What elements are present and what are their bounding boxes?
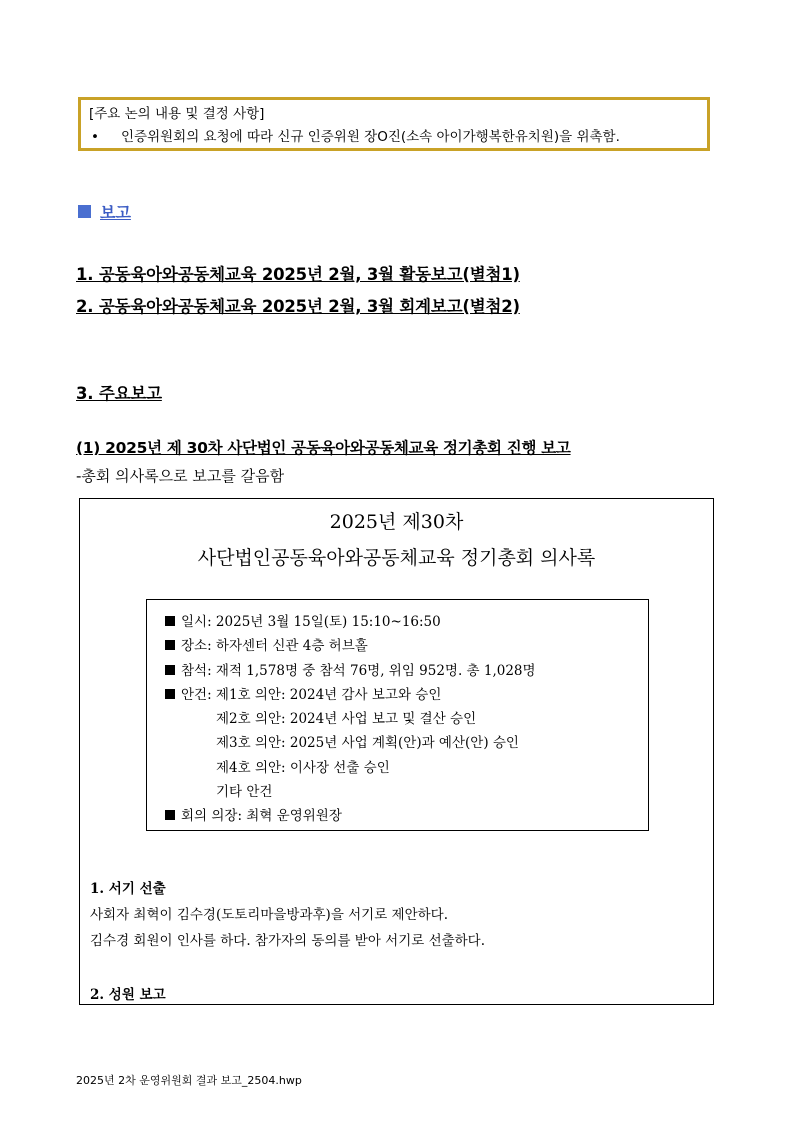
summary-attendance: 참석: 재적 1,578명 중 참석 76명, 위임 952명. 총 1,028명 [165, 659, 648, 683]
footer-filename: 2025년 2차 운영위원회 결과 보고_2504.hwp [76, 1074, 302, 1087]
summary-agenda: 안건: 제1호 의안: 2024년 감사 보고와 승인 [165, 683, 648, 707]
summary-agenda-item: 제3호 의안: 2025년 사업 계획(안)과 예산(안) 승인 [216, 735, 519, 752]
summary-agenda-item: 기타 안건 [216, 784, 273, 801]
summary-place: 장소: 하자센터 신관 4층 허브홀 [165, 634, 648, 658]
secretary-election-title: 1. 서기 선출 [90, 881, 166, 897]
decision-item [89, 126, 699, 149]
square-bullet-icon [78, 205, 91, 218]
minutes-title-line-2: 사단법인공동육아와공동체교육 정기총회 의사록 [197, 547, 596, 569]
decision-item-text: 인증위원회의 요청에 따라 신규 인증위원 장O진(소속 아이가행복한유치원)을 위촉함. [121, 129, 620, 145]
general-meeting-report-heading: (1) 2025년 제 30차 사단법인 공동육아와공동체교육 정기총회 진행 보고 [76, 439, 571, 457]
main-report-heading: 3. 주요보고 [76, 384, 162, 403]
report-heading-text: 보고 [100, 203, 131, 222]
summary-agenda-item: 제4호 의안: 이사장 선출 승인 [216, 759, 390, 776]
general-meeting-report-note: -총회 의사록으로 보고를 갈음함 [76, 467, 285, 485]
minutes-frame [79, 498, 714, 1005]
accounting-report-heading: 2. 공동육아와공동체교육 2025년 2월, 3월 회계보고(별첨2) [76, 297, 520, 316]
decision-box [78, 97, 710, 151]
secretary-election-line: 사회자 최혁이 김수경(도토리마을방과후)을 서기로 제안하다. [90, 907, 449, 923]
secretary-election-line: 김수경 회원이 인사를 하다. 참가자의 동의를 받아 서기로 선출하다. [90, 933, 486, 949]
minutes-title-line-1: 2025년 제30차 [329, 511, 464, 533]
square-bullet-icon [165, 810, 175, 820]
quorum-report-title: 2. 성원 보고 [90, 987, 166, 1003]
decision-heading: [주요 논의 내용 및 결정 사항] [89, 106, 265, 122]
square-bullet-icon [165, 616, 175, 626]
summary-chair: 회의 의장: 최혁 운영위원장 [165, 804, 648, 828]
square-bullet-icon [165, 689, 175, 699]
bullet-icon: • [91, 129, 99, 145]
summary-date: 일시: 2025년 3월 15일(토) 15:10~16:50 [165, 610, 648, 634]
square-bullet-icon [165, 640, 175, 650]
summary-agenda-item: 제2호 의안: 2024년 사업 보고 및 결산 승인 [216, 711, 477, 728]
meeting-summary-box [146, 599, 649, 831]
square-bullet-icon [165, 665, 175, 675]
activity-report-heading: 1. 공동육아와공동체교육 2025년 2월, 3월 활동보고(별첨1) [76, 265, 520, 284]
report-heading [78, 200, 131, 223]
